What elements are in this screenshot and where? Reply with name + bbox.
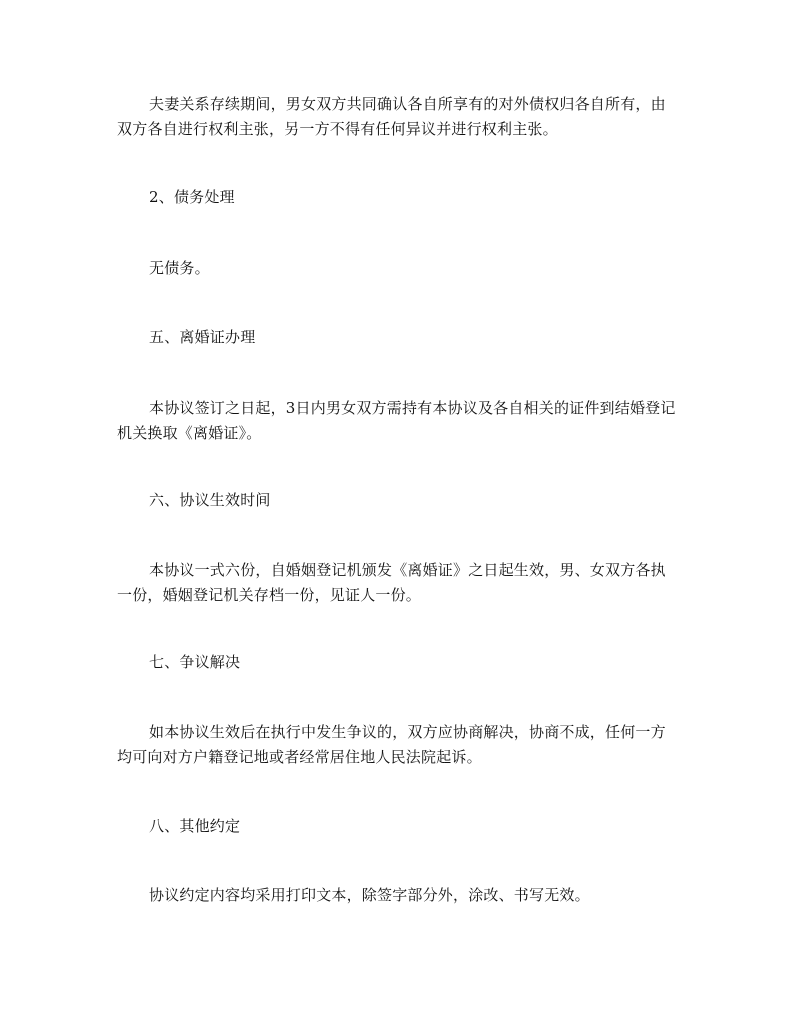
heading-effective-time: 六、协议生效时间 <box>149 491 271 509</box>
paragraph-divorce-certificate: 本协议签订之日起，3日内男女双方需持有本协议及各自相关的证件到结婚登记机关换取《离婚证》。 <box>117 399 676 442</box>
paragraph-dispute-resolution: 如本协议生效后在执行中发生争议的，双方应协商解决，协商不成，任何一方均可向对方户籍登记地或者经常居住地人民法院起诉。 <box>117 723 666 766</box>
paragraph-effective-time: 本协议一式六份，自婚姻登记机颁发《离婚证》之日起生效，男、女双方各执一份，婚姻登记机关存档一份，见证人一份。 <box>117 561 666 604</box>
heading-dispute-resolution: 七、争议解决 <box>149 653 241 671</box>
paragraph-creditor-rights: 夫妻关系存续期间，男女双方共同确认各自所享有的对外债权归各自所有，由双方各自进行权利主张，另一方不得有任何异议并进行权利主张。 <box>117 95 666 138</box>
paragraph-no-debt: 无债务。 <box>149 259 210 277</box>
heading-debt-handling: 2、债务处理 <box>149 188 235 206</box>
paragraph-other-agreements: 协议约定内容均采用打印文本，除签字部分外，涂改、书写无效。 <box>149 886 590 904</box>
heading-other-agreements: 八、其他约定 <box>149 817 241 835</box>
heading-divorce-certificate: 五、离婚证办理 <box>149 328 256 346</box>
